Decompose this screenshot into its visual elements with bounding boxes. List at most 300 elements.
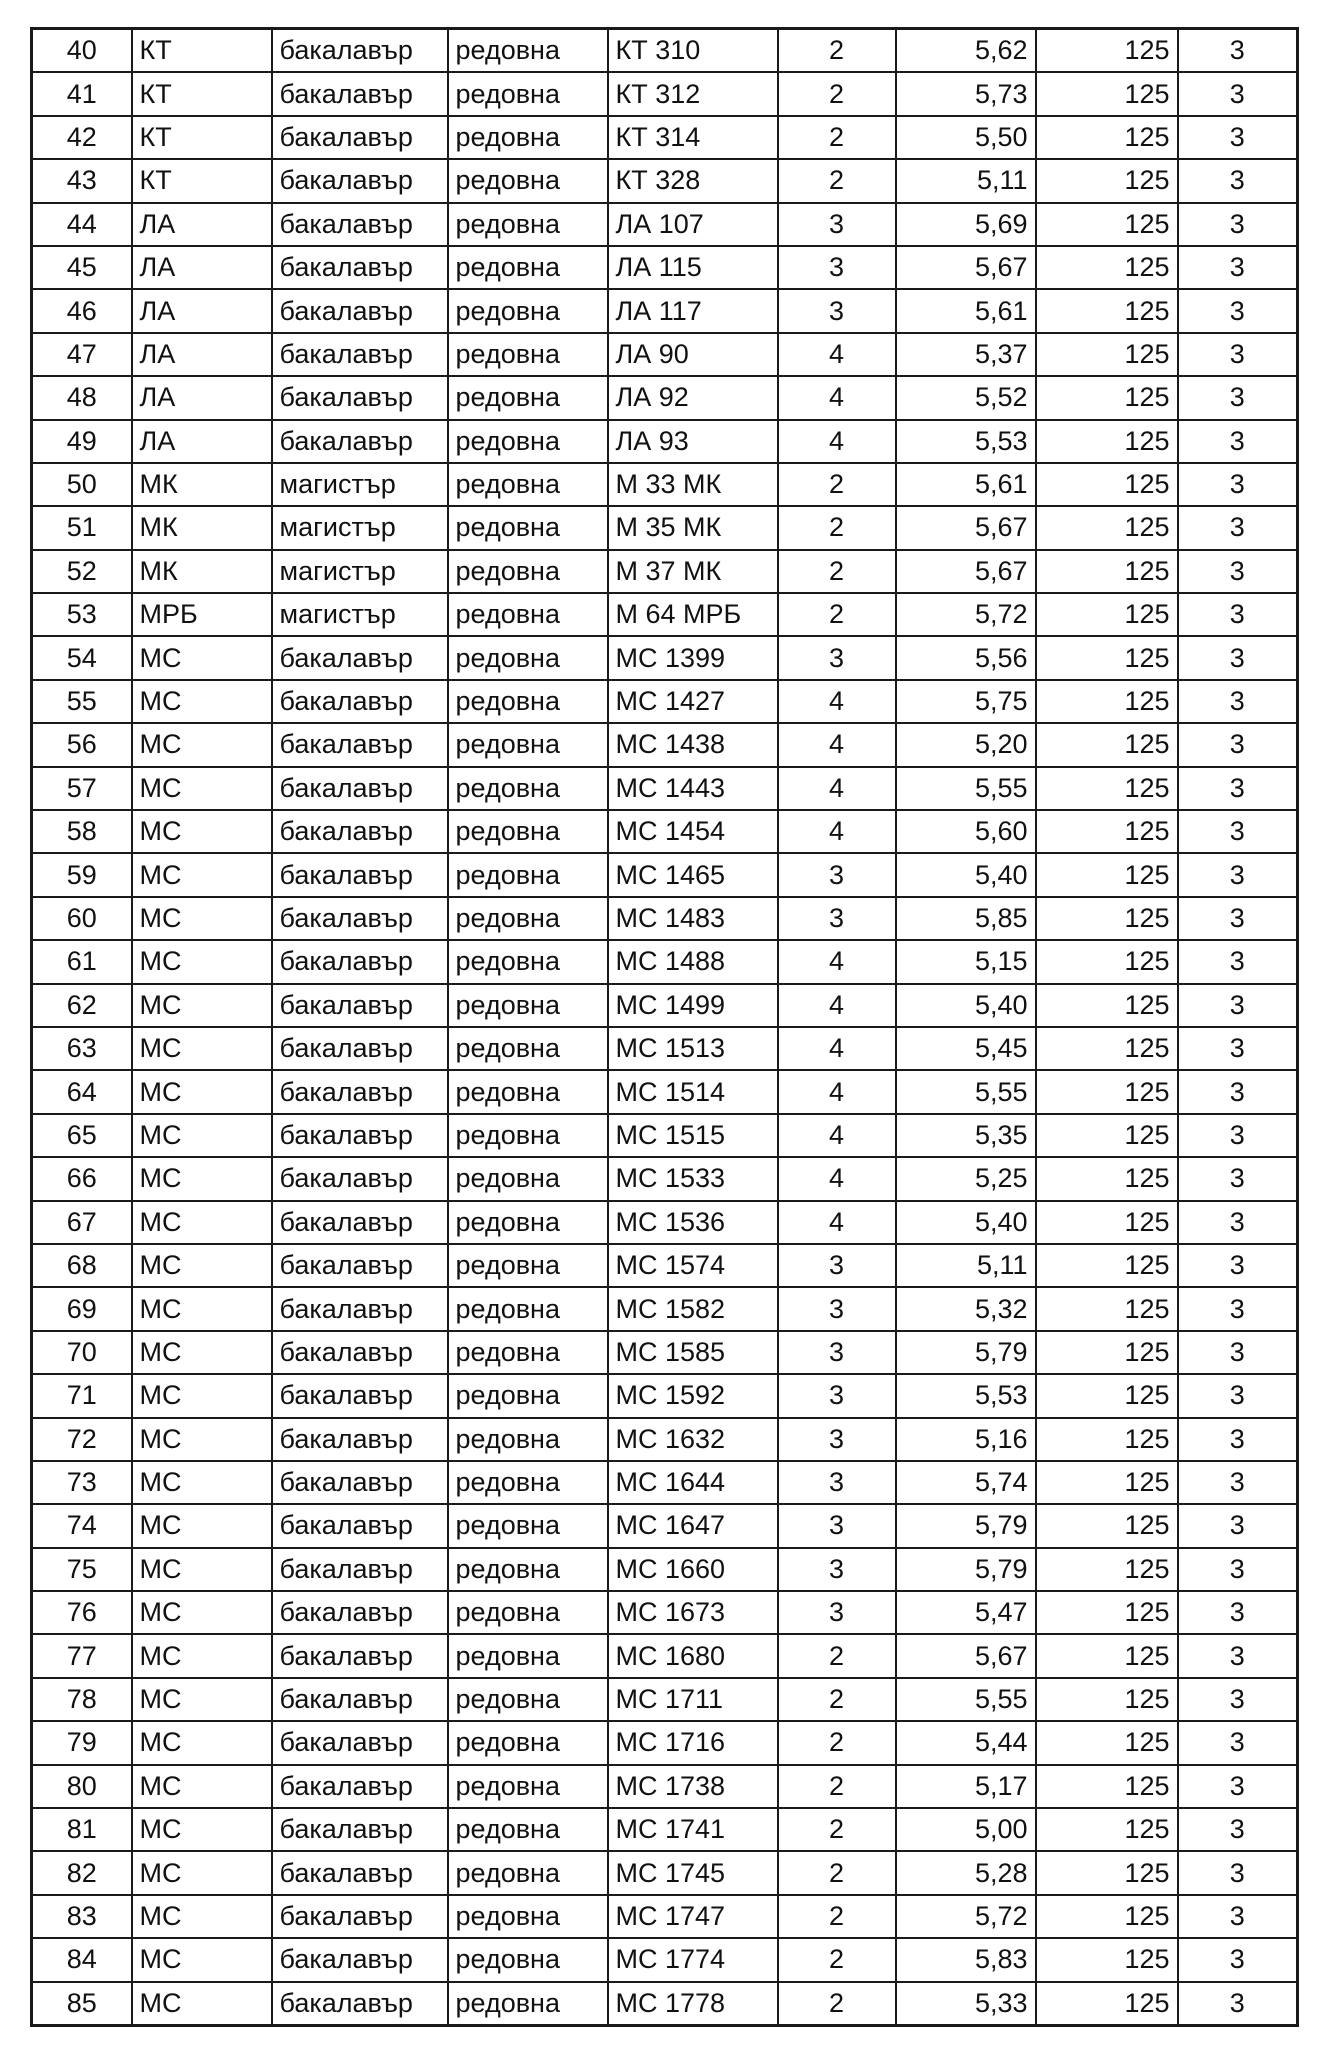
amount-cell: 125 <box>1036 246 1178 289</box>
course-cell: 4 <box>778 984 896 1027</box>
table-row <box>32 1721 1298 1764</box>
faculty-number-cell: МС 1745 <box>608 1851 778 1894</box>
study-form-cell: редовна <box>448 1244 608 1287</box>
grade-cell: 5,20 <box>896 723 1036 766</box>
months-cell: 3 <box>1178 1765 1298 1808</box>
course-cell: 2 <box>778 29 896 73</box>
program-code-cell: ЛА <box>132 203 272 246</box>
row-number-cell: 57 <box>32 767 132 810</box>
table-row <box>32 1634 1298 1677</box>
degree-cell: бакалавър <box>272 1374 448 1417</box>
degree-cell: бакалавър <box>272 1157 448 1200</box>
faculty-number-cell: МС 1738 <box>608 1765 778 1808</box>
faculty-number-cell: МС 1454 <box>608 810 778 853</box>
course-cell: 4 <box>778 333 896 376</box>
grade-cell: 5,53 <box>896 1374 1036 1417</box>
months-cell: 3 <box>1178 159 1298 202</box>
degree-cell: бакалавър <box>272 1418 448 1461</box>
program-code-cell: МС <box>132 1114 272 1157</box>
program-code-cell: МС <box>132 723 272 766</box>
course-cell: 3 <box>778 636 896 679</box>
row-number-cell: 74 <box>32 1504 132 1547</box>
degree-cell: бакалавър <box>272 1982 448 2026</box>
faculty-number-cell: МС 1716 <box>608 1721 778 1764</box>
table-row <box>32 1982 1298 2026</box>
amount-cell: 125 <box>1036 1201 1178 1244</box>
course-cell: 2 <box>778 116 896 159</box>
row-number-cell: 54 <box>32 636 132 679</box>
course-cell: 3 <box>778 1548 896 1591</box>
study-form-cell: редовна <box>448 1895 608 1938</box>
amount-cell: 125 <box>1036 1070 1178 1113</box>
row-number-cell: 83 <box>32 1895 132 1938</box>
faculty-number-cell: МС 1399 <box>608 636 778 679</box>
amount-cell: 125 <box>1036 72 1178 115</box>
amount-cell: 125 <box>1036 463 1178 506</box>
row-number-cell: 62 <box>32 984 132 1027</box>
study-form-cell: редовна <box>448 767 608 810</box>
grade-cell: 5,33 <box>896 1982 1036 2026</box>
study-form-cell: редовна <box>448 203 608 246</box>
table-body <box>32 29 1298 2026</box>
table-row <box>32 1244 1298 1287</box>
faculty-number-cell: МС 1574 <box>608 1244 778 1287</box>
grade-cell: 5,85 <box>896 897 1036 940</box>
months-cell: 3 <box>1178 1157 1298 1200</box>
amount-cell: 125 <box>1036 680 1178 723</box>
row-number-cell: 48 <box>32 376 132 419</box>
grade-cell: 5,28 <box>896 1851 1036 1894</box>
table-row <box>32 1418 1298 1461</box>
row-number-cell: 75 <box>32 1548 132 1591</box>
months-cell: 3 <box>1178 550 1298 593</box>
degree-cell: бакалавър <box>272 1504 448 1547</box>
study-form-cell: редовна <box>448 116 608 159</box>
row-number-cell: 41 <box>32 72 132 115</box>
months-cell: 3 <box>1178 1808 1298 1851</box>
study-form-cell: редовна <box>448 1851 608 1894</box>
row-number-cell: 50 <box>32 463 132 506</box>
course-cell: 4 <box>778 420 896 463</box>
row-number-cell: 67 <box>32 1201 132 1244</box>
degree-cell: бакалавър <box>272 420 448 463</box>
program-code-cell: МС <box>132 984 272 1027</box>
amount-cell: 125 <box>1036 853 1178 896</box>
course-cell: 4 <box>778 767 896 810</box>
grade-cell: 5,40 <box>896 984 1036 1027</box>
study-form-cell: редовна <box>448 1938 608 1981</box>
faculty-number-cell: МС 1774 <box>608 1938 778 1981</box>
amount-cell: 125 <box>1036 420 1178 463</box>
table-row <box>32 1895 1298 1938</box>
months-cell: 3 <box>1178 1634 1298 1677</box>
grade-cell: 5,79 <box>896 1504 1036 1547</box>
amount-cell: 125 <box>1036 1851 1178 1894</box>
amount-cell: 125 <box>1036 1461 1178 1504</box>
faculty-number-cell: МС 1660 <box>608 1548 778 1591</box>
course-cell: 3 <box>778 1374 896 1417</box>
program-code-cell: МРБ <box>132 593 272 636</box>
faculty-number-cell: ЛА 117 <box>608 289 778 332</box>
study-form-cell: редовна <box>448 1634 608 1677</box>
amount-cell: 125 <box>1036 1418 1178 1461</box>
degree-cell: бакалавър <box>272 29 448 73</box>
grade-cell: 5,45 <box>896 1027 1036 1070</box>
row-number-cell: 69 <box>32 1287 132 1330</box>
row-number-cell: 78 <box>32 1678 132 1721</box>
study-form-cell: редовна <box>448 636 608 679</box>
row-number-cell: 60 <box>32 897 132 940</box>
degree-cell: бакалавър <box>272 1331 448 1374</box>
row-number-cell: 43 <box>32 159 132 202</box>
months-cell: 3 <box>1178 1982 1298 2026</box>
months-cell: 3 <box>1178 984 1298 1027</box>
course-cell: 3 <box>778 1504 896 1547</box>
amount-cell: 125 <box>1036 1938 1178 1981</box>
months-cell: 3 <box>1178 853 1298 896</box>
course-cell: 4 <box>778 1027 896 1070</box>
grade-cell: 5,61 <box>896 289 1036 332</box>
course-cell: 4 <box>778 810 896 853</box>
faculty-number-cell: ЛА 107 <box>608 203 778 246</box>
program-code-cell: КТ <box>132 116 272 159</box>
program-code-cell: МС <box>132 853 272 896</box>
course-cell: 4 <box>778 940 896 983</box>
degree-cell: бакалавър <box>272 1548 448 1591</box>
row-number-cell: 56 <box>32 723 132 766</box>
grade-cell: 5,44 <box>896 1721 1036 1764</box>
course-cell: 3 <box>778 897 896 940</box>
row-number-cell: 53 <box>32 593 132 636</box>
amount-cell: 125 <box>1036 333 1178 376</box>
months-cell: 3 <box>1178 1591 1298 1634</box>
table-row <box>32 116 1298 159</box>
degree-cell: бакалавър <box>272 1287 448 1330</box>
study-form-cell: редовна <box>448 1157 608 1200</box>
table-row <box>32 1157 1298 1200</box>
program-code-cell: МС <box>132 1895 272 1938</box>
row-number-cell: 82 <box>32 1851 132 1894</box>
months-cell: 3 <box>1178 1851 1298 1894</box>
grade-cell: 5,79 <box>896 1331 1036 1374</box>
months-cell: 3 <box>1178 420 1298 463</box>
faculty-number-cell: ЛА 90 <box>608 333 778 376</box>
table-row <box>32 1765 1298 1808</box>
faculty-number-cell: МС 1427 <box>608 680 778 723</box>
course-cell: 3 <box>778 203 896 246</box>
degree-cell: бакалавър <box>272 1765 448 1808</box>
amount-cell: 125 <box>1036 289 1178 332</box>
study-form-cell: редовна <box>448 1027 608 1070</box>
row-number-cell: 63 <box>32 1027 132 1070</box>
degree-cell: бакалавър <box>272 723 448 766</box>
row-number-cell: 73 <box>32 1461 132 1504</box>
months-cell: 3 <box>1178 203 1298 246</box>
months-cell: 3 <box>1178 1374 1298 1417</box>
study-form-cell: редовна <box>448 1591 608 1634</box>
amount-cell: 125 <box>1036 723 1178 766</box>
course-cell: 2 <box>778 72 896 115</box>
program-code-cell: МС <box>132 1938 272 1981</box>
faculty-number-cell: МС 1536 <box>608 1201 778 1244</box>
faculty-number-cell: ЛА 92 <box>608 376 778 419</box>
amount-cell: 125 <box>1036 593 1178 636</box>
program-code-cell: МС <box>132 1418 272 1461</box>
months-cell: 3 <box>1178 1027 1298 1070</box>
row-number-cell: 61 <box>32 940 132 983</box>
program-code-cell: МС <box>132 1765 272 1808</box>
degree-cell: бакалавър <box>272 1591 448 1634</box>
degree-cell: магистър <box>272 463 448 506</box>
faculty-number-cell: МС 1644 <box>608 1461 778 1504</box>
study-form-cell: редовна <box>448 376 608 419</box>
study-form-cell: редовна <box>448 1678 608 1721</box>
degree-cell: бакалавър <box>272 810 448 853</box>
course-cell: 4 <box>778 1114 896 1157</box>
faculty-number-cell: МС 1592 <box>608 1374 778 1417</box>
months-cell: 3 <box>1178 1678 1298 1721</box>
degree-cell: бакалавър <box>272 853 448 896</box>
study-form-cell: редовна <box>448 723 608 766</box>
months-cell: 3 <box>1178 767 1298 810</box>
months-cell: 3 <box>1178 680 1298 723</box>
course-cell: 4 <box>778 1201 896 1244</box>
course-cell: 4 <box>778 1157 896 1200</box>
grade-cell: 5,67 <box>896 506 1036 549</box>
row-number-cell: 71 <box>32 1374 132 1417</box>
grade-cell: 5,40 <box>896 853 1036 896</box>
study-form-cell: редовна <box>448 1765 608 1808</box>
table-row <box>32 420 1298 463</box>
table-row <box>32 1808 1298 1851</box>
table-row <box>32 1938 1298 1981</box>
grade-cell: 5,11 <box>896 1244 1036 1287</box>
course-cell: 3 <box>778 1287 896 1330</box>
study-form-cell: редовна <box>448 1982 608 2026</box>
program-code-cell: МС <box>132 1504 272 1547</box>
program-code-cell: МС <box>132 1721 272 1764</box>
amount-cell: 125 <box>1036 1157 1178 1200</box>
grade-cell: 5,52 <box>896 376 1036 419</box>
table-row <box>32 159 1298 202</box>
grade-cell: 5,55 <box>896 767 1036 810</box>
faculty-number-cell: МС 1632 <box>608 1418 778 1461</box>
amount-cell: 125 <box>1036 1721 1178 1764</box>
degree-cell: бакалавър <box>272 1244 448 1287</box>
row-number-cell: 40 <box>32 29 132 73</box>
grade-cell: 5,67 <box>896 550 1036 593</box>
grade-cell: 5,53 <box>896 420 1036 463</box>
row-number-cell: 66 <box>32 1157 132 1200</box>
grade-cell: 5,32 <box>896 1287 1036 1330</box>
faculty-number-cell: КТ 310 <box>608 29 778 73</box>
degree-cell: бакалавър <box>272 636 448 679</box>
faculty-number-cell: МС 1582 <box>608 1287 778 1330</box>
program-code-cell: ЛА <box>132 333 272 376</box>
table-row <box>32 593 1298 636</box>
degree-cell: бакалавър <box>272 767 448 810</box>
grade-cell: 5,67 <box>896 1634 1036 1677</box>
course-cell: 3 <box>778 246 896 289</box>
course-cell: 2 <box>778 159 896 202</box>
degree-cell: бакалавър <box>272 984 448 1027</box>
table-row <box>32 246 1298 289</box>
program-code-cell: МС <box>132 810 272 853</box>
table-row <box>32 1591 1298 1634</box>
study-form-cell: редовна <box>448 246 608 289</box>
row-number-cell: 84 <box>32 1938 132 1981</box>
months-cell: 3 <box>1178 1201 1298 1244</box>
months-cell: 3 <box>1178 636 1298 679</box>
amount-cell: 125 <box>1036 984 1178 1027</box>
grade-cell: 5,72 <box>896 593 1036 636</box>
grade-cell: 5,79 <box>896 1548 1036 1591</box>
grade-cell: 5,61 <box>896 463 1036 506</box>
row-number-cell: 45 <box>32 246 132 289</box>
amount-cell: 125 <box>1036 636 1178 679</box>
program-code-cell: МС <box>132 1851 272 1894</box>
study-form-cell: редовна <box>448 1721 608 1764</box>
row-number-cell: 72 <box>32 1418 132 1461</box>
course-cell: 2 <box>778 1982 896 2026</box>
course-cell: 3 <box>778 1331 896 1374</box>
faculty-number-cell: МС 1680 <box>608 1634 778 1677</box>
months-cell: 3 <box>1178 289 1298 332</box>
program-code-cell: МК <box>132 550 272 593</box>
degree-cell: бакалавър <box>272 1070 448 1113</box>
grade-cell: 5,72 <box>896 1895 1036 1938</box>
program-code-cell: МС <box>132 1070 272 1113</box>
row-number-cell: 46 <box>32 289 132 332</box>
grade-cell: 5,83 <box>896 1938 1036 1981</box>
amount-cell: 125 <box>1036 376 1178 419</box>
program-code-cell: МС <box>132 767 272 810</box>
amount-cell: 125 <box>1036 1765 1178 1808</box>
degree-cell: бакалавър <box>272 203 448 246</box>
program-code-cell: МК <box>132 463 272 506</box>
course-cell: 2 <box>778 1938 896 1981</box>
table-row <box>32 810 1298 853</box>
study-form-cell: редовна <box>448 72 608 115</box>
study-form-cell: редовна <box>448 593 608 636</box>
months-cell: 3 <box>1178 463 1298 506</box>
study-form-cell: редовна <box>448 289 608 332</box>
months-cell: 3 <box>1178 940 1298 983</box>
table-row <box>32 1548 1298 1591</box>
grade-cell: 5,17 <box>896 1765 1036 1808</box>
study-form-cell: редовна <box>448 29 608 73</box>
faculty-number-cell: М 64 МРБ <box>608 593 778 636</box>
study-form-cell: редовна <box>448 1201 608 1244</box>
grade-cell: 5,11 <box>896 159 1036 202</box>
study-form-cell: редовна <box>448 550 608 593</box>
grade-cell: 5,60 <box>896 810 1036 853</box>
study-form-cell: редовна <box>448 810 608 853</box>
table-row <box>32 853 1298 896</box>
study-form-cell: редовна <box>448 680 608 723</box>
study-form-cell: редовна <box>448 1114 608 1157</box>
months-cell: 3 <box>1178 1070 1298 1113</box>
table-row <box>32 1201 1298 1244</box>
amount-cell: 125 <box>1036 1808 1178 1851</box>
study-form-cell: редовна <box>448 1418 608 1461</box>
months-cell: 3 <box>1178 1461 1298 1504</box>
study-form-cell: редовна <box>448 1331 608 1374</box>
row-number-cell: 47 <box>32 333 132 376</box>
degree-cell: бакалавър <box>272 1721 448 1764</box>
program-code-cell: МС <box>132 1678 272 1721</box>
program-code-cell: КТ <box>132 29 272 73</box>
months-cell: 3 <box>1178 1331 1298 1374</box>
amount-cell: 125 <box>1036 1634 1178 1677</box>
table-row <box>32 72 1298 115</box>
amount-cell: 125 <box>1036 203 1178 246</box>
table-row <box>32 333 1298 376</box>
study-form-cell: редовна <box>448 1504 608 1547</box>
course-cell: 2 <box>778 506 896 549</box>
months-cell: 3 <box>1178 810 1298 853</box>
months-cell: 3 <box>1178 376 1298 419</box>
grade-cell: 5,75 <box>896 680 1036 723</box>
study-form-cell: редовна <box>448 420 608 463</box>
table-row <box>32 723 1298 766</box>
months-cell: 3 <box>1178 897 1298 940</box>
amount-cell: 125 <box>1036 116 1178 159</box>
program-code-cell: МС <box>132 940 272 983</box>
amount-cell: 125 <box>1036 940 1178 983</box>
degree-cell: бакалавър <box>272 680 448 723</box>
row-number-cell: 52 <box>32 550 132 593</box>
course-cell: 4 <box>778 376 896 419</box>
program-code-cell: КТ <box>132 72 272 115</box>
grade-cell: 5,55 <box>896 1070 1036 1113</box>
amount-cell: 125 <box>1036 810 1178 853</box>
course-cell: 3 <box>778 1244 896 1287</box>
amount-cell: 125 <box>1036 1678 1178 1721</box>
program-code-cell: МС <box>132 1591 272 1634</box>
grade-cell: 5,00 <box>896 1808 1036 1851</box>
program-code-cell: МС <box>132 1808 272 1851</box>
months-cell: 3 <box>1178 1418 1298 1461</box>
faculty-number-cell: МС 1483 <box>608 897 778 940</box>
degree-cell: магистър <box>272 506 448 549</box>
program-code-cell: МС <box>132 1461 272 1504</box>
degree-cell: бакалавър <box>272 897 448 940</box>
program-code-cell: МС <box>132 897 272 940</box>
table-row <box>32 463 1298 506</box>
course-cell: 3 <box>778 1418 896 1461</box>
grade-cell: 5,62 <box>896 29 1036 73</box>
data-table <box>30 27 1299 2027</box>
faculty-number-cell: МС 1585 <box>608 1331 778 1374</box>
months-cell: 3 <box>1178 1504 1298 1547</box>
row-number-cell: 70 <box>32 1331 132 1374</box>
grade-cell: 5,15 <box>896 940 1036 983</box>
grade-cell: 5,16 <box>896 1418 1036 1461</box>
faculty-number-cell: ЛА 115 <box>608 246 778 289</box>
program-code-cell: МС <box>132 1201 272 1244</box>
degree-cell: бакалавър <box>272 289 448 332</box>
amount-cell: 125 <box>1036 1027 1178 1070</box>
table-row <box>32 984 1298 1027</box>
grade-cell: 5,37 <box>896 333 1036 376</box>
degree-cell: бакалавър <box>272 1027 448 1070</box>
row-number-cell: 64 <box>32 1070 132 1113</box>
degree-cell: бакалавър <box>272 940 448 983</box>
course-cell: 2 <box>778 593 896 636</box>
degree-cell: бакалавър <box>272 333 448 376</box>
faculty-number-cell: МС 1438 <box>608 723 778 766</box>
